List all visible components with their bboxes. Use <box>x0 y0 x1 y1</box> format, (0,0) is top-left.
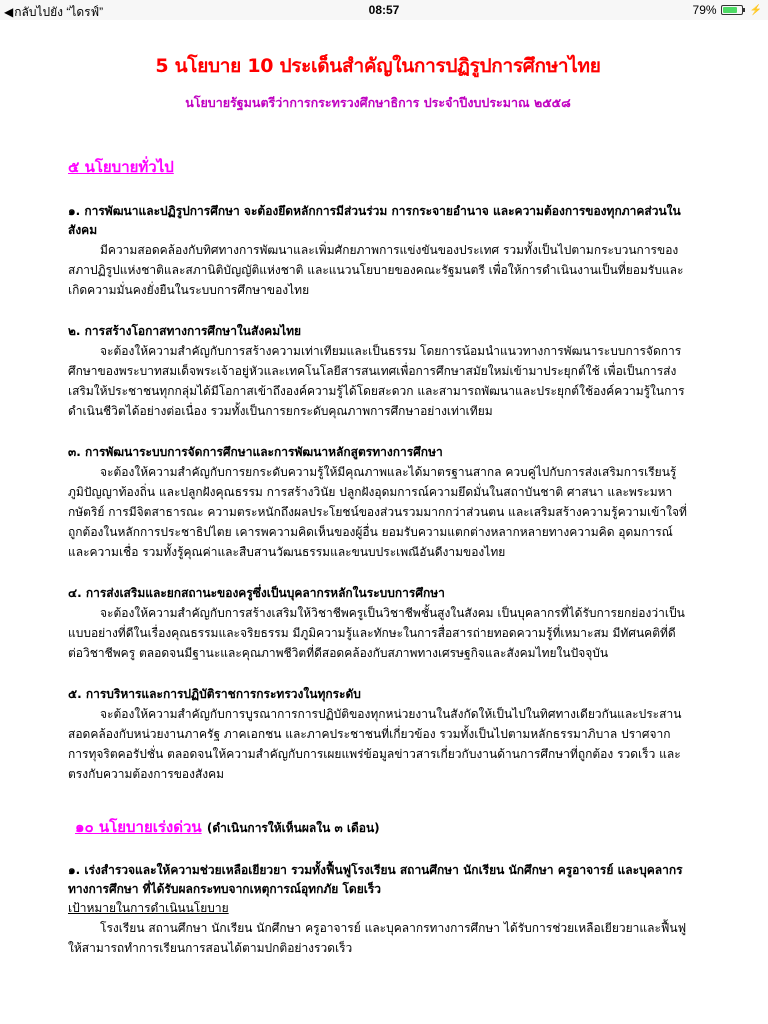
section-general-policies-heading: ๕ นโยบายทั่วไป <box>68 158 174 176</box>
battery-fill <box>723 7 737 13</box>
policy-item-title: ๒. การสร้างโอกาสทางการศึกษาในสังคมไทย <box>68 324 302 338</box>
document-title: 5 นโยบาย 10 ประเด็นสำคัญในการปฏิรูปการศึกษาไทย <box>155 55 601 77</box>
charging-bolt-icon: ⚡ <box>749 4 762 16</box>
battery-indicator <box>693 3 762 17</box>
policy-item-body: จะต้องให้ความสำคัญกับการบูรณาการการปฏิบัติของทุกหน่วยงานในสังกัดให้เป็นไปในทิศทางเดียวกันและประสานสอดคล้องกับหน่วยงานภาครัฐ ภาคเอกชน และภาคประชาชนที่เกี่ยวข้อง รวมทั้งเป็นไปตามหลักธรรมาภิบาล ปราศจากการทุจริตคอรัปชั่น ตลอดจนให้ความสำคัญกับการเผยแพร่ข้อมูลข่าวสารเกี่ยวกับงานด้านการศึกษาที่ถูกต้อง รวดเร็ว และตรงกับความต้องการของสังคม <box>68 707 682 781</box>
policy-item-body: จะต้องให้ความสำคัญกับการยกระดับความรู้ให้มีคุณภาพและได้มาตรฐานสากล ควบคู่ไปกับการส่งเสริมการเรียนรู้ภูมิปัญญาท้องถิ่น และปลูกฝังคุณธรรม การสร้างวินัย ปลูกฝังอุดมการณ์ความยึดมั่นในสถาบันชาติ ศาสนา และพระมหากษัตริย์ การมีจิตสาธารณะ ความตระหนักถึงผลประโยชน์ของส่วนรวมมากกว่าส่วนตน และเสริมสร้างความรู้ความเข้าใจที่ถูกต้องในหลักการประชาธิปไตย เคารพความคิดเห็นของผู้อื่น ยอมรับความแตกต่างหลากหลายทางความคิด อุดมการณ์ และความเชื่อ รวมทั้งรู้คุณค่าและสืบสานวัฒนธรรมและขนบประเพณีอันดีงามของไทย <box>68 465 687 559</box>
urgent-item-title: ๑. เร่งสำรวจและให้ความช่วยเหลือเยียวยา รวมทั้งฟื้นฟูโรงเรียน สถานศึกษา นักเรียน นักศึกษา ครูอาจารย์ และบุคลากรทางการศึกษา ที่ได้รับผลกระทบจากเหตุการณ์อุทกภัย โดยเร็ว <box>68 863 683 896</box>
policy-item-title: ๑. การพัฒนาและปฏิรูปการศึกษา จะต้องยึดหลักการมีส่วนร่วม การกระจายอำนาจ และความต้องการของทุกภาคส่วนในสังคม <box>68 204 681 237</box>
clock: 08:57 <box>368 3 400 17</box>
policy-item-title: ๕. การบริหารและการปฏิบัติราชการกระทรวงในทุกระดับ <box>68 687 361 701</box>
urgent-heading-label: ๑๐ นโยบายเร่งด่วน <box>75 818 202 836</box>
policy-item <box>68 584 688 663</box>
policy-item-title: ๔. การส่งเสริมและยกสถานะของครูซึ่งเป็นบุคลากรหลักในระบบการศึกษา <box>68 586 445 600</box>
battery-icon <box>721 5 743 15</box>
section-urgent-policies-heading <box>75 816 688 839</box>
urgent-policy-item <box>68 861 688 958</box>
policy-item <box>68 322 688 421</box>
status-bar <box>0 0 768 20</box>
policy-item-body: จะต้องให้ความสำคัญกับการสร้างความเท่าเทียมและเป็นธรรม โดยการน้อมนำแนวทางการพัฒนาระบบการจัดการศึกษาของพระบาทสมเด็จพระเจ้าอยู่หัวและเทคโนโลยีสารสนเทศเพื่อการศึกษาสมัยใหม่เข้ามาประยุกต์ใช้ เพื่อเป็นการส่งเสริมให้ประชาชนทุกกลุ่มได้มีโอกาสเข้าถึงองค์ความรู้ได้โดยสะดวก และสามารถพัฒนาและประยุกต์ใช้องค์ความรู้ในการดำเนินชีวิตได้อย่างต่อเนื่อง รวมทั้งเป็นการยกระดับคุณภาพการศึกษาอย่างเท่าเทียม <box>68 344 685 418</box>
policy-item-title: ๓. การพัฒนาระบบการจัดการศึกษาและการพัฒนาหลักสูตรทางการศึกษา <box>68 445 443 459</box>
document <box>68 20 688 958</box>
battery-percent: 79% <box>692 3 717 17</box>
policy-item-body: มีความสอดคล้องกับทิศทางการพัฒนาและเพิ่มศักยภาพการแข่งขันของประเทศ รวมทั้งเป็นไปตามกระบวนการของสภาปฏิรูปแห่งชาติและสภานิติบัญญัติแห่งชาติ และแนวนโยบายของคณะรัฐมนตรี เพื่อให้การดำเนินงานเป็นที่ยอมรับและเกิดความมั่นคงยั่งยืนในระบบการศึกษาของไทย <box>68 243 684 297</box>
chevron-left-icon: ◀ <box>4 5 14 19</box>
document-subtitle: นโยบายรัฐมนตรีว่าการกระทรวงศึกษาธิการ ประจำปีงบประมาณ ๒๕๕๘ <box>185 95 571 110</box>
policy-item <box>68 202 688 300</box>
target-label: เป้าหมายในการดำเนินนโยบาย <box>68 901 229 915</box>
back-label: กลับไปยัง “ไดรฟ์” <box>14 5 104 19</box>
battery-tip <box>743 8 745 12</box>
policy-item <box>68 685 688 784</box>
policy-item-body: จะต้องให้ความสำคัญกับการสร้างเสริมให้วิชาชีพครูเป็นวิชาชีพชั้นสูงในสังคม เป็นบุคลากรที่ได้รับการยกย่องว่าเป็นแบบอย่างที่ดีในเรื่องคุณธรรมและจริยธรรม มีภูมิความรู้และทักษะในการสื่อสารถ่ายทอดความรู้ที่เหมาะสม มีทัศนคติที่ดีต่อวิชาชีพครู ตลอดจนมีฐานะและคุณภาพชีวิตที่ดีสอดคล้องกับสภาพทางเศรษฐกิจและสังคมไทยในปัจจุบัน <box>68 606 685 660</box>
urgent-item-body: โรงเรียน สถานศึกษา นักเรียน นักศึกษา ครูอาจารย์ และบุคลากรทางการศึกษา ได้รับการช่วยเหลือเยียวยาและฟื้นฟู ให้สามารถทำการเรียนการสอนได้ตามปกติอย่างรวดเร็ว <box>68 921 687 955</box>
policy-item <box>68 443 688 562</box>
urgent-heading-note: (ดำเนินการให้เห็นผลใน ๓ เดือน) <box>206 821 380 835</box>
